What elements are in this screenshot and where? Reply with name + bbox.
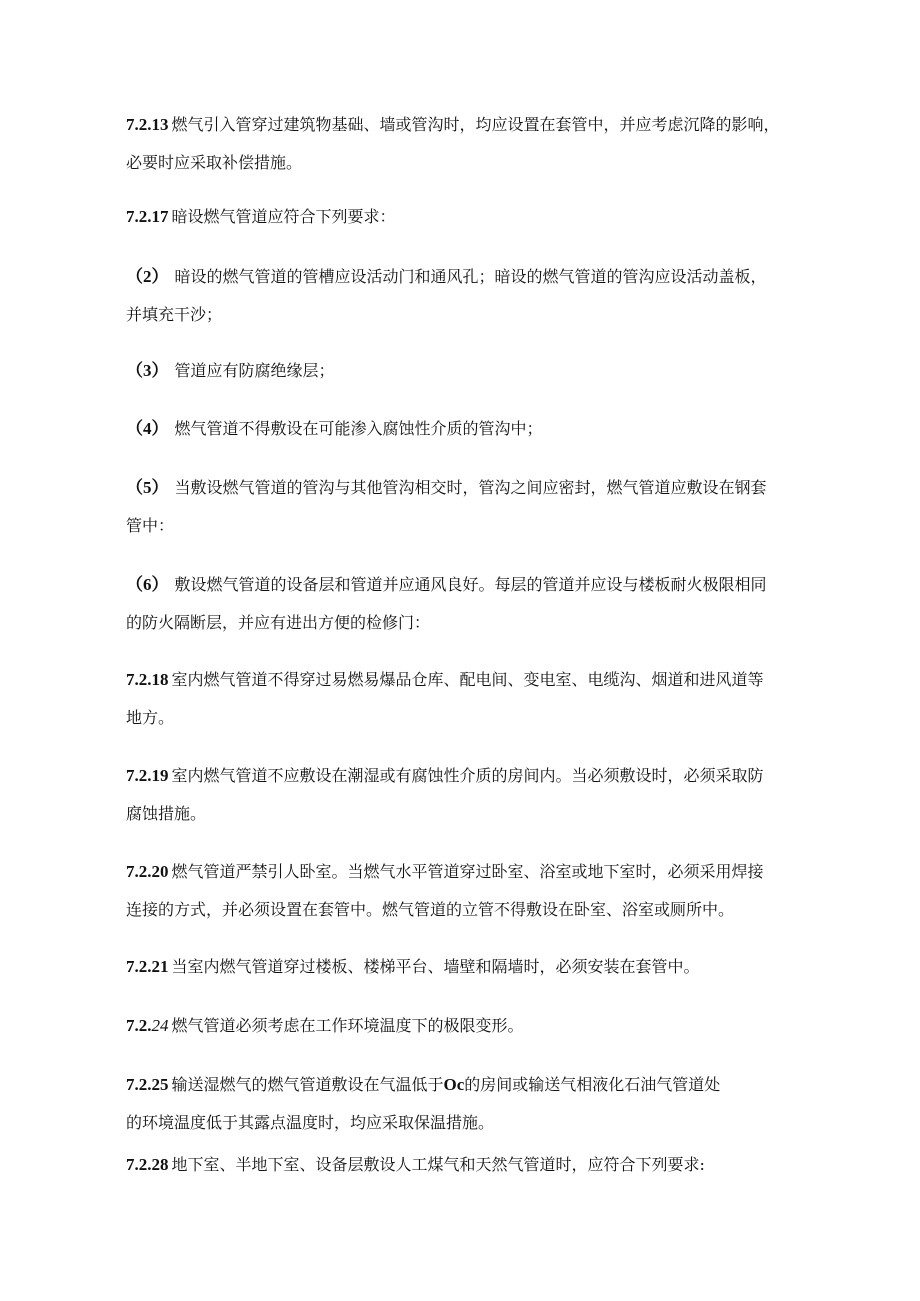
clause-text: 室内燃气管道不得穿过易燃易爆品仓库、配电间、变电室、电缆沟、烟道和进风道等 — [171, 670, 764, 689]
clause-number: 7.2.28 — [126, 1155, 169, 1174]
clause-text: 室内燃气管道不应敷设在潮湿或有腐蚀性介质的房间内。当必须敷设时，必须采取防 — [171, 766, 764, 785]
clause-text-continuation: 地方。 — [126, 708, 175, 727]
clause-7-2-19 — [126, 757, 816, 833]
clause-7-2-20 — [126, 853, 816, 929]
list-item-line — [126, 258, 816, 296]
clause-text: 燃气管道必须考虑在工作环境温度下的极限变形。 — [171, 1016, 524, 1035]
clause-number-suffix: 24 — [151, 1016, 169, 1035]
clause-7-2-18 — [126, 661, 816, 737]
list-item-4 — [126, 410, 816, 448]
clause-text-continuation: 的环境温度低于其露点温度时，均应采取保温措施。 — [126, 1113, 495, 1132]
list-item-number: （2） — [126, 267, 169, 286]
clause-line — [126, 948, 816, 986]
clause-line — [126, 1066, 816, 1104]
clause-7-2-24 — [126, 1007, 816, 1045]
clause-number: 7.2.19 — [126, 766, 169, 785]
list-item-number: （4） — [126, 419, 169, 438]
clause-text-continuation: 腐蚀措施。 — [126, 804, 207, 823]
clause-7-2-21 — [126, 948, 816, 986]
clause-number: 7.2.13 — [126, 115, 169, 134]
clause-text-continuation: 必要时应采取补偿措施。 — [126, 153, 303, 172]
list-item-3 — [126, 352, 816, 390]
clause-line — [126, 198, 816, 236]
clause-text: 燃气管道严禁引人卧室。当燃气水平管道穿过卧室、浴室或地下室时，必须采用焊接 — [171, 862, 764, 881]
clause-line — [126, 1007, 816, 1045]
list-item-2 — [126, 258, 816, 334]
clause-text: 地下室、半地下室、设备层敷设人工煤气和天然气管道时，应符合下列要求: — [171, 1155, 705, 1174]
list-item-line — [126, 566, 816, 604]
list-item-line — [126, 352, 816, 390]
clause-line — [126, 757, 816, 795]
list-item-text: 敷设燃气管道的设备层和管道并应通风良好。每层的管道并应设与楼板耐火极限相同 — [174, 575, 767, 594]
list-item-text-continuation: 并填充干沙； — [126, 305, 223, 324]
clause-number-prefix: 7.2. — [126, 1016, 152, 1035]
clause-text-continuation: 连接的方式，并必须设置在套管中。燃气管道的立管不得敷设在卧室、浴室或厕所中。 — [126, 900, 735, 919]
clause-number: 7.2.25 — [126, 1075, 169, 1094]
clause-line — [126, 106, 816, 144]
clause-7-2-17 — [126, 198, 816, 236]
list-item-line — [126, 469, 816, 507]
temperature-value: Oc — [443, 1075, 465, 1094]
list-item-text-continuation: 的防火隔断层，并应有进出方便的检修门： — [126, 613, 431, 632]
list-item-number: （3） — [126, 361, 169, 380]
clause-7-2-28 — [126, 1146, 816, 1184]
clause-7-2-13 — [126, 106, 816, 182]
clause-line — [126, 1146, 816, 1184]
clause-text: 暗设燃气管道应符合下列要求： — [171, 207, 396, 226]
clause-line — [126, 661, 816, 699]
list-item-text: 当敷设燃气管道的管沟与其他管沟相交时，管沟之间应密封，燃气管道应敷设在钢套 — [174, 478, 767, 497]
list-item-text: 管道应有防腐绝缘层； — [174, 361, 335, 380]
list-item-text: 燃气管道不得敷设在可能渗入腐蚀性介质的管沟中； — [174, 419, 543, 438]
list-item-number: （6） — [126, 575, 169, 594]
list-item-5 — [126, 469, 816, 545]
clause-number: 7.2.21 — [126, 957, 169, 976]
clause-text-part: 输送湿燃气的燃气管道敷设在气温低于 — [171, 1075, 444, 1094]
clause-number: 7.2.20 — [126, 862, 169, 881]
list-item-text-continuation: 管中： — [126, 516, 175, 535]
list-item-line — [126, 410, 816, 448]
clause-line — [126, 853, 816, 891]
clause-number: 7.2.18 — [126, 670, 169, 689]
clause-text-part: 的房间或输送气相液化石油气管道处 — [464, 1075, 721, 1094]
list-item-6 — [126, 566, 816, 642]
clause-text: 燃气引入管穿过建筑物基础、墙或管沟时，均应设置在套管中，并应考虑沉降的影响， — [171, 115, 780, 134]
list-item-text: 暗设的燃气管道的管槽应设活动门和通风孔；暗设的燃气管道的管沟应设活动盖板， — [174, 267, 767, 286]
clause-number — [126, 1016, 169, 1035]
clause-text: 当室内燃气管道穿过楼板、楼梯平台、墙壁和隔墙时，必须安装在套管中。 — [171, 957, 700, 976]
clause-number: 7.2.17 — [126, 207, 169, 226]
list-item-number: （5） — [126, 478, 169, 497]
clause-7-2-25 — [126, 1066, 816, 1142]
